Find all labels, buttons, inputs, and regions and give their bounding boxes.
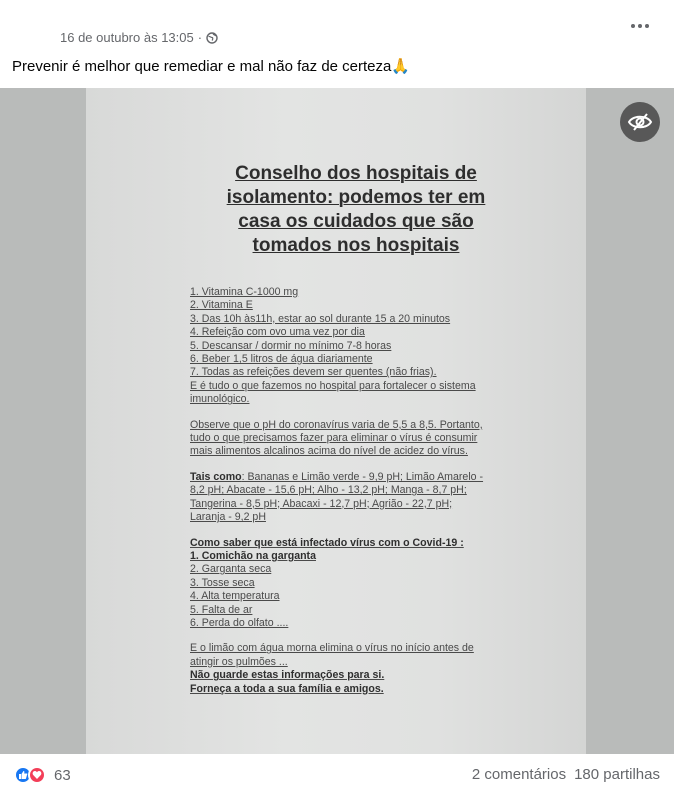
bold-line	[190, 669, 520, 682]
list-item: 5. Descansar / dormir no mínimo 7-8 horas	[190, 339, 392, 352]
comments-link[interactable]: 2 comentários	[471, 766, 567, 783]
paragraph-line: Observe que o pH do coronavírus varia de 5,5 a 8,5. Portanto,	[190, 418, 483, 431]
document-body	[190, 286, 520, 696]
paragraph-line: E o limão com água morna elimina o vírus no início antes de	[190, 642, 474, 655]
covid-heading-text: Como saber que está infectado vírus com o Covid-19 :	[190, 536, 464, 549]
symptom-item: 4. Alta temperatura	[190, 590, 280, 603]
list-item: 7. Todas as refeições devem ser quentes (não frias).	[190, 366, 437, 379]
post-header	[0, 0, 674, 88]
symptom-item: 5. Falta de ar	[190, 603, 253, 616]
tais-text: : Bananas e Limão verde - 9,9 pH; Limão Amarelo -	[241, 470, 484, 483]
paragraph-line: mais alimentos alcalinos acima do nível de acidez do vírus.	[190, 445, 468, 458]
list-item: 2. Vitamina E	[190, 299, 253, 312]
list-item: 3. Das 10h às11h, estar ao sol durante 15 a 20 minutos	[190, 312, 451, 325]
document-title	[202, 162, 510, 258]
tais-label: Tais como	[190, 470, 242, 483]
title-line: tomados nos hospitais	[252, 235, 460, 256]
reaction-count: 63	[54, 766, 71, 784]
paragraph-line: tudo o que precisamos fazer para eliminar o vírus é consumir	[190, 432, 478, 445]
hide-image-icon[interactable]	[620, 102, 660, 142]
document-paper	[86, 88, 586, 754]
paragraph-line: 8,2 pH; Abacate - 15,6 pH; Alho - 13,2 pH; Manga - 8,7 pH;	[190, 484, 467, 497]
bold-text: Não guarde estas informações para si.	[190, 669, 385, 682]
paragraph-line: Laranja - 9,2 pH	[190, 511, 266, 524]
eye-slash-icon	[627, 109, 653, 135]
post-footer	[0, 754, 674, 792]
post-meta	[60, 30, 218, 45]
symptom-item	[190, 550, 520, 563]
list-item: 4. Refeição com ovo uma vez por dia	[190, 326, 365, 339]
paragraph-line: atingir os pulmões ...	[190, 655, 288, 668]
paragraph-line: Tangerina - 8,5 pH; Abacaxi - 12,7 pH; Agrião - 22,7 pH;	[190, 497, 453, 510]
paragraph-line: imunológico.	[190, 393, 250, 406]
list-item: 6. Beber 1,5 litros de água diariamente	[190, 353, 373, 366]
meta-separator: ·	[197, 30, 203, 45]
globe-icon	[206, 32, 218, 44]
list-item: 1. Vitamina C-1000 mg	[190, 286, 299, 298]
symptom-text: 1. Comichão na garganta	[190, 549, 316, 562]
bold-text: Forneça a toda a sua família e amigos.	[190, 682, 384, 695]
post-stats	[472, 766, 660, 783]
title-line: casa os cuidados que são	[238, 211, 474, 232]
symptom-item: 3. Tosse seca	[190, 576, 255, 589]
bold-line	[190, 683, 520, 696]
covid-heading	[190, 537, 520, 550]
more-options-icon[interactable]	[628, 16, 652, 36]
symptom-item: 2. Garganta seca	[190, 563, 272, 576]
paragraph-line: E é tudo o que fazemos no hospital para fortalecer o sistema	[190, 379, 476, 392]
title-line: Conselho dos hospitais de	[235, 163, 477, 184]
symptom-item: 6. Perda do olfato ....	[190, 616, 289, 629]
reactions[interactable]	[14, 766, 71, 784]
title-line: isolamento: podemos ter em	[226, 187, 486, 208]
post-caption: Prevenir é melhor que remediar e mal não faz de certeza🙏	[12, 58, 411, 75]
love-reaction-icon	[28, 766, 46, 784]
shares-link[interactable]: 180 partilhas	[574, 766, 660, 783]
post-photo[interactable]	[0, 88, 674, 754]
post-timestamp[interactable]: 16 de outubro às 13:05	[60, 30, 194, 45]
paragraph-line	[190, 471, 520, 484]
